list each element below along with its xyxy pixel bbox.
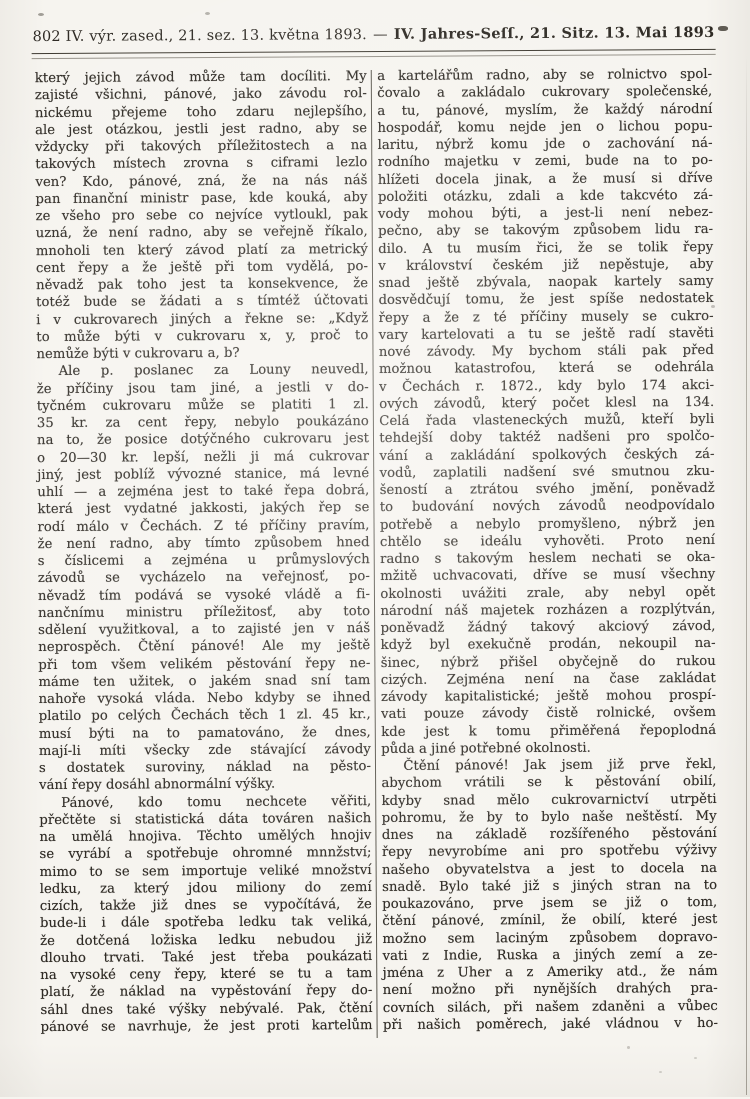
- text-line: pánové se navrhuje, že jest proti kartelům: [40, 1017, 373, 1035]
- text-line: přečtěte si statistická dáta továren našich: [39, 810, 372, 828]
- text-line: závodů se vycházelo na veřejnosť, po-: [37, 569, 370, 587]
- text-line: mnoholi ten který závod platí za metrický: [35, 241, 368, 259]
- text-line: kdyby snad mělo cukrovarnictví utrpěti: [381, 791, 717, 809]
- text-line: uzná, že není radno, aby se veřejně říkalo,: [35, 224, 368, 242]
- text-line: sdělení využitkoval, a to zajisté jen v náš: [38, 621, 371, 639]
- text-line: když byl exekučně prodán, nekoupil na-: [380, 636, 716, 654]
- text-line: dnes na základě rozšířeného pěstování: [381, 825, 717, 843]
- text-line: není možno při nynějších drahých pra-: [382, 981, 718, 999]
- text-line: něvadž tím podává se vysoké vládě a fi-: [37, 586, 370, 604]
- text-line: kde jest k tomu přiměřená řepoplodná: [381, 722, 717, 740]
- text-line: možno sem laciným způsobem dopravo-: [382, 929, 718, 947]
- text-line: Čtění pánové! Jak jsem již prve řekl,: [403, 756, 717, 774]
- text-line: ze všeho pro sebe co nejvíce vytloukl, pak: [35, 207, 368, 225]
- right-column: [377, 66, 718, 1038]
- text-line: s číslicemi a zejména u průmyslových: [37, 552, 370, 570]
- text-line: tyčném cukrovaru může se platiti 1 zl.: [36, 396, 369, 414]
- text-line: o 20—30 kr. lepší, nežli ji má cukrovar: [37, 448, 370, 466]
- text-line: chtělo se ideálu vyhověti. Proto není: [379, 532, 716, 550]
- text-line: a tu, pánové, myslím, že každý národní: [377, 101, 713, 119]
- text-line: dilo. A tu musím řici, že se tolik řepy: [378, 239, 714, 257]
- text-line: národní náš majetek rozházen a rozplýtván,: [380, 601, 716, 619]
- text-line: na vysoké ceny řepy, které se tu a tam: [40, 966, 373, 984]
- text-line: pan finanční ministr pase, kde kouká, aby: [35, 189, 368, 207]
- text-line: pohromu, že by to bylo naše neštěstí. My: [381, 808, 717, 826]
- text-line: hospodář, komu nejde jen o lichou popu-: [377, 118, 713, 136]
- text-line: platilo po celých Čechách těch 1 zl. 45 kr.,: [38, 707, 371, 725]
- text-line: mžitě uchvacovati, dříve se musí všechny: [380, 567, 716, 585]
- text-line: Ale p. poslanec za Louny neuvedl,: [58, 362, 369, 380]
- text-line: cizích, takže již dnes se vypočítává, že: [39, 897, 372, 915]
- text-line: vání řepy dosáhl abnormální výšky.: [39, 776, 276, 794]
- text-line: nemůže býti v cukrovaru a, b?: [36, 345, 240, 363]
- text-line: okolnosti uvážiti zrale, aby nebyl opět: [380, 584, 716, 602]
- text-line: mimo to se sem importuje veliké množství: [39, 862, 372, 880]
- left-column: [35, 68, 373, 1040]
- text-line: jiný, jest poblíž vývozné stanice, má levné: [37, 465, 370, 483]
- text-line: totéž bude se žádati a s tímtéž účtovati: [36, 293, 369, 311]
- text-line: abychom vrátili se k pěstování obilí,: [381, 774, 717, 792]
- text-line: nančnímu ministru příležitosť, aby toto: [38, 603, 371, 621]
- text-line: uhlí — a zejména jest to také řepa dobrá,: [37, 483, 370, 501]
- text-columns: [35, 66, 721, 1040]
- text-line: rodí málo v Čechách. Z té příčiny pravím,: [37, 517, 370, 535]
- text-line: čovalo a zakládalo cukrovary společenské,: [377, 84, 713, 102]
- text-line: položiti otázku, zdali a kde takcvéto zá-: [377, 187, 713, 205]
- text-line: v království českém již nepěstuje, aby: [378, 256, 714, 274]
- text-line: řepy nevyrobíme ani pro spotřebu výživy: [381, 843, 717, 861]
- text-line: snad ještě zbývala, naopak kartely samy: [378, 273, 714, 291]
- header-separator: —: [373, 26, 388, 44]
- text-line: Celá řada vlasteneckých mužů, kteří byli: [379, 411, 715, 429]
- text-line: vati pouze závody čistě rolnické, ovšem: [381, 705, 717, 723]
- text-line: půda a jiné potřebné okolnosti.: [381, 740, 591, 757]
- text-line: vání a zakládání spolkových českých zá-: [379, 446, 715, 464]
- text-line: poněvadž žádný takový akciový závod,: [380, 618, 716, 636]
- text-line: že dotčená ložiska ledku nebudou již: [40, 931, 373, 949]
- header-german-session: IV. Jahres-Seſſ., 21. Sitz. 13. Mai 1893: [393, 23, 715, 43]
- text-line: zajisté všichni, pánové, jako závodu rol-: [34, 86, 367, 104]
- text-line: takových místech zrovna s ciframi lezlo: [35, 155, 368, 173]
- text-line: 35 kr. za cent řepy, nebylo poukázáno: [36, 414, 369, 432]
- text-line: vary kartelovati a tu se ještě radí stavěti: [378, 325, 714, 343]
- text-line: závody kapitalistické; ještě mohou prospí-: [380, 687, 717, 705]
- text-line: že příčiny jsou tam jiné, a jestli v do-: [36, 379, 369, 397]
- text-line: poukazováno, prve jsem se již o tom,: [382, 894, 718, 912]
- text-line: to může býti v cukrovaru x, y, proč to: [36, 327, 369, 345]
- text-line: mají-li míti všecky zde stávající závody: [38, 741, 371, 759]
- text-line: tehdejší doby taktéž nadšeni pro spolčo-: [379, 429, 715, 447]
- text-line: potřebě a nebylo promyšleno, nýbrž jen: [379, 515, 715, 533]
- text-line: něvadž pak toho jest ta konsekvence, že: [36, 276, 369, 294]
- text-line: sáhl dnes také výšky nebývalé. Pak, čtění: [40, 1000, 373, 1018]
- text-line: čtění pánové, zmínil, že obilí, které jest: [382, 912, 718, 930]
- text-line: cent řepy a že ještě při tom vydělá, po-: [35, 258, 368, 276]
- text-line: šinec, nýbrž přišel obyčejně do rukou: [380, 653, 716, 671]
- text-line: dlouho trvati. Také jest třeba poukázati: [40, 948, 373, 966]
- text-line: covních silách, při našem zdaněni a vůbec: [382, 998, 718, 1016]
- text-line: jména z Uher a z Ameriky atd., že nám: [382, 963, 718, 981]
- text-line: ových závodů, který počet klesl na 134.: [379, 394, 715, 412]
- text-line: s dostatek suroviny, náklad na pěsto-: [38, 759, 372, 777]
- running-header: [32, 24, 714, 45]
- text-line: pečno, aby se takovým způsobem lidu ra-: [378, 222, 714, 240]
- text-line: šeností a ztrátou svého jmění, poněvadž: [379, 480, 715, 498]
- header-rule: [32, 49, 716, 59]
- text-line: musí býti na to pamatováno, že dnes,: [38, 724, 371, 742]
- text-line: řepy a že z té příčiny musely se cukro-: [378, 308, 714, 326]
- text-line: máme ten užitek, o jakém snad sní tam: [38, 672, 371, 690]
- text-line: laritu, nýbrž komu jde o zachování ná-: [377, 135, 713, 153]
- text-line: ven? Kdo, pánové, zná, že na nás náš: [35, 172, 368, 190]
- text-line: při našich poměrech, jaké vládnou v ho-: [382, 1015, 719, 1033]
- text-line: platí, že náklad na vypěstování řepy do-: [40, 983, 373, 1001]
- text-line: na umělá hnojiva. Těchto umělých hnojiv: [39, 828, 372, 846]
- text-line: na to, že posice dotýčného cukrovaru jest: [36, 431, 370, 449]
- text-line: že není radno, aby tímto způsobem hned: [37, 534, 370, 552]
- text-line: nickému přejeme toho zdaru nejlepšího,: [34, 103, 368, 121]
- text-line: vati z Indie, Ruska a jiných zemí a ze-: [382, 946, 718, 964]
- text-line: bude-li i dále spotřeba ledku tak veliká,: [39, 914, 372, 932]
- text-line: i v cukrovarech jiných a řekne se: „Když: [36, 310, 369, 328]
- text-line: se vyrábí a spotřebuje ohromné mnnžství;: [39, 845, 372, 863]
- text-line: vody mohou býti, a jest-li není nebez-: [377, 204, 714, 222]
- text-line: radno s takovým heslem nechati se oka-: [380, 549, 716, 567]
- text-line: která jest vydatné jakkosti, jakých řep se: [37, 500, 370, 518]
- text-line: který jejich závod může tam docíliti. My: [34, 69, 367, 87]
- text-line: vždycky při takových příležitostech a na: [35, 138, 368, 156]
- text-line: rodního majetku v zemi, bude na to po-: [377, 153, 713, 171]
- text-line: cizých. Zejména není na čase zakládat: [380, 670, 716, 688]
- text-line: nahoře vysoká vláda. Nebo kdyby se ihned: [38, 690, 371, 708]
- text-line: ledku, za který jdou miliony do zemí: [39, 879, 372, 897]
- text-line: to budování nových závodů neodpovídalo: [379, 498, 715, 516]
- text-line: dosvědčují tomu, že jest spíše nedostatek: [378, 291, 714, 309]
- text-line: neprospěch. Čtění pánové! Ale my ještě: [38, 638, 371, 656]
- text-line: hlížeti docela jinak, a že musí si dříve: [377, 170, 713, 188]
- text-line: možnou katastrofou, která se odehrála: [378, 360, 715, 378]
- text-line: a kartelářům radno, aby se rolnictvo spol-: [377, 66, 713, 84]
- text-line: nové závody. My bychom stáli pak před: [378, 342, 714, 360]
- text-line: snadě. Bylo také již s jiných stran na to: [382, 877, 718, 895]
- text-line: v Čechách r. 1872., kdy bylo 174 akci-: [379, 377, 715, 395]
- text-line: při tom všem velikém pěstování řepy ne-: [38, 655, 371, 673]
- text-line: vodů, zaplatili nadšení své smutnou zku-: [379, 463, 715, 481]
- header-czech-session: 802 IV. výr. zased., 21. sez. 13. května 1893.: [32, 27, 368, 46]
- text-line: Pánové, kdo tomu nechcete věřiti,: [61, 793, 372, 811]
- text-line: ale jest otázkou, jestli jest radno, aby se: [35, 120, 368, 138]
- text-line: našeho obyvatelstva a jest to docela na: [381, 860, 718, 878]
